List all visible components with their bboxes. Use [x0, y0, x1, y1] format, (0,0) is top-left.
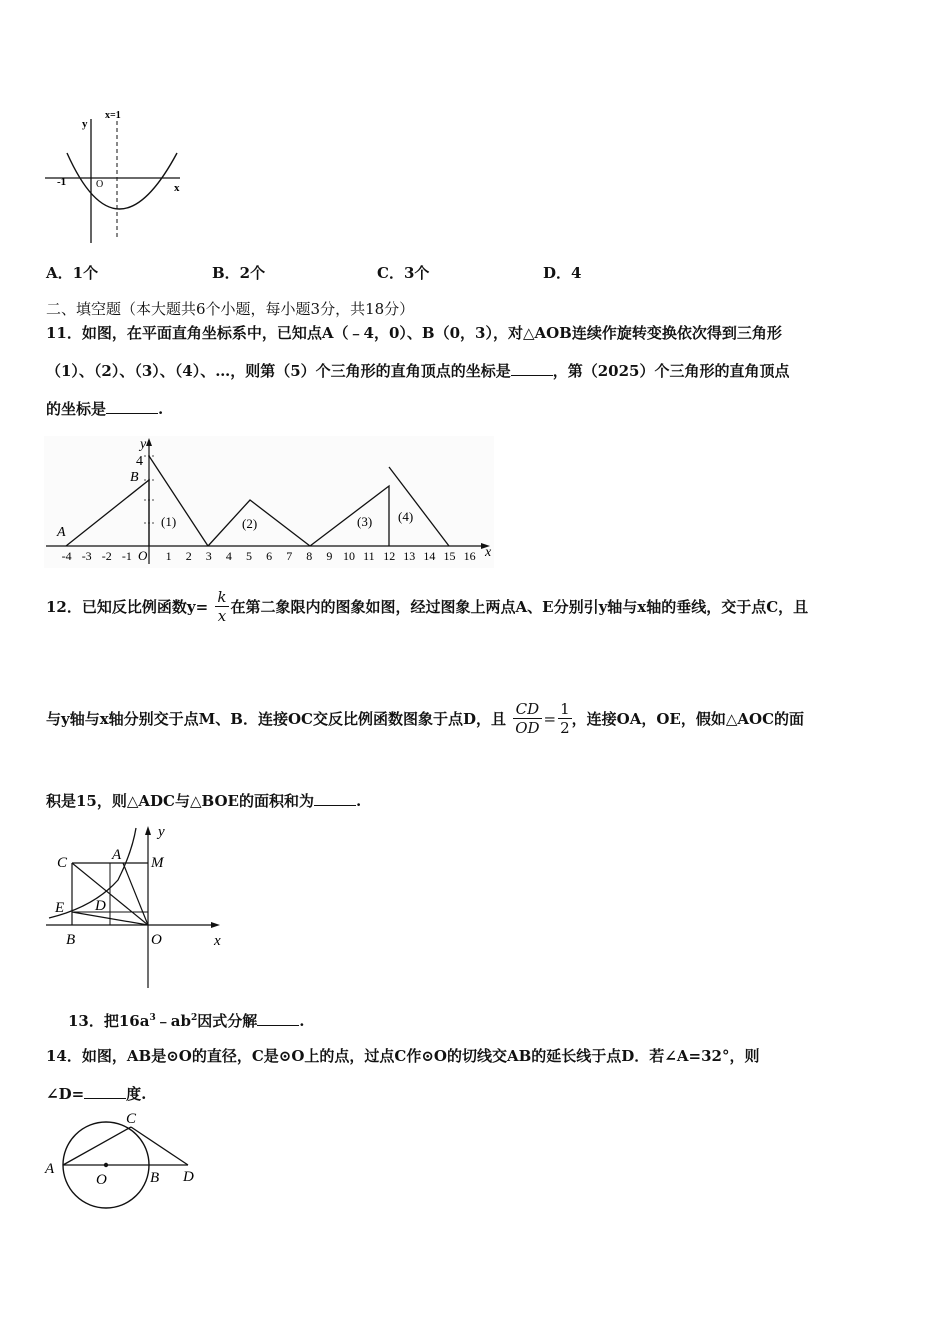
label-e: E	[55, 900, 65, 916]
label-c: C	[57, 855, 68, 871]
q12-line1b: 在第二象限内的图象如图，经过图象上两点A、E分别引y轴与x轴的垂线，交于点C，且	[230, 598, 809, 616]
fraction-cd-od	[513, 700, 541, 737]
q14-blank[interactable]	[84, 1098, 126, 1099]
label-x: x	[174, 182, 180, 194]
frac-half-num: 1	[560, 700, 570, 718]
q12-line3	[46, 790, 361, 811]
q13-mid: ﹣ab	[155, 1012, 191, 1030]
circle-tangent-figure	[40, 1106, 210, 1216]
fraction-k-over-x	[215, 588, 228, 625]
label-a: A	[57, 525, 66, 540]
label-y: y	[82, 118, 88, 130]
q13-suffix: 因式分解	[197, 1012, 258, 1030]
q13-sup-2: 2	[190, 1013, 198, 1023]
q11-line3b: .	[158, 400, 164, 418]
q11-line2	[46, 360, 789, 381]
tick-label: 6	[266, 549, 273, 563]
label-x-eq-1: x=1	[105, 110, 121, 121]
parabola-curve	[67, 153, 177, 209]
tangent-cd	[131, 1127, 188, 1165]
tick-label: 10	[343, 549, 355, 563]
q12-line2b: ，连接OA，OE，假如△AOC的面	[571, 710, 805, 728]
center-point	[104, 1163, 108, 1167]
rotation-figure	[44, 436, 494, 568]
q13-prefix: 13．把16a	[68, 1012, 150, 1030]
label-triangle-1: (1)	[161, 514, 177, 529]
section-title: 二、填空题（本大题共6个小题，每小题3分，共18分）	[46, 300, 415, 318]
label-b: B	[150, 1170, 160, 1186]
q11-line2b: ，第（2025）个三角形的直角顶点	[552, 362, 790, 380]
label-minus-1: -1	[57, 176, 67, 188]
label-triangle-3: (3)	[357, 514, 373, 529]
q13-line	[68, 1010, 304, 1031]
label-o: O	[151, 932, 162, 948]
tick-label: 14	[423, 549, 436, 563]
parabola-figure	[40, 105, 190, 245]
tick-label: 5	[246, 549, 252, 563]
label-origin: O	[96, 179, 104, 190]
label-c: C	[126, 1111, 137, 1127]
tick-label: 2	[185, 549, 192, 563]
label-4: 4	[136, 454, 143, 469]
q11-blank-2[interactable]	[106, 413, 158, 414]
label-triangle-2: (2)	[242, 516, 258, 531]
q14-line2	[46, 1083, 146, 1104]
tick-label: -3	[81, 549, 92, 563]
q11-line2a: （1）、（2）、（3）、（4）、…，则第（5）个三角形的直角顶点的坐标是	[46, 362, 511, 380]
q12-line3a: 积是15，则△ADC与△BOE的面积和为	[46, 792, 314, 810]
q14-line2b: 度.	[126, 1085, 147, 1103]
q12-line2	[46, 700, 804, 737]
q12-line3b: .	[356, 792, 362, 810]
q11-line3	[46, 398, 163, 419]
choice-c[interactable]: C．3个	[377, 264, 430, 282]
label-o: O	[96, 1172, 107, 1188]
frac-k-num: k	[217, 588, 227, 606]
label-x: x	[485, 545, 492, 560]
choice-a[interactable]: A．1个	[46, 264, 99, 282]
tick-label: 13	[403, 549, 416, 563]
tick-label: 4	[225, 549, 232, 563]
q12-line1	[46, 588, 808, 625]
q12-line2a: 与y轴与x轴分别交于点M、B．连接OC交反比例函数图象于点D，且	[46, 710, 506, 728]
chord-ac	[63, 1127, 131, 1165]
tick-label: 7	[286, 549, 293, 563]
equals-sign: =	[543, 709, 557, 728]
tick-label: 1	[165, 549, 172, 563]
label-a: A	[112, 847, 122, 863]
tick-label: 16	[463, 549, 476, 563]
frac-od: OD	[515, 719, 540, 737]
tick-label: -1	[121, 549, 132, 563]
q11-line3a: 的坐标是	[46, 400, 107, 418]
label-triangle-4: (4)	[398, 509, 414, 524]
q13-end: .	[299, 1012, 305, 1030]
frac-cd: CD	[513, 700, 541, 719]
segment-ao	[123, 863, 148, 925]
inverse-function-figure	[44, 822, 234, 992]
choice-b[interactable]: B．2个	[212, 264, 266, 282]
q14-line2a: ∠D=	[46, 1085, 85, 1103]
label-d: D	[183, 1169, 194, 1185]
q12-blank[interactable]	[314, 805, 356, 806]
label-y: y	[158, 824, 165, 840]
fraction-one-half	[558, 700, 572, 737]
tick-label: 8	[306, 549, 313, 563]
label-d: D	[95, 898, 106, 914]
label-x: x	[214, 933, 221, 949]
q13-sup-3: 3	[149, 1013, 156, 1023]
label-origin: O	[138, 548, 148, 563]
q13-blank[interactable]	[257, 1025, 299, 1026]
label-y: y	[140, 437, 147, 452]
label-a: A	[45, 1161, 55, 1177]
tick-label: 11	[363, 549, 375, 563]
tick-label: 9	[326, 549, 333, 563]
tick-label: 3	[205, 549, 212, 563]
tick-label: -4	[61, 549, 72, 563]
q11-line1: 11．如图，在平面直角坐标系中，已知点A（﹣4，0）、B（0，3），对△AOB连续作旋转变换依次得到三角形	[46, 324, 782, 342]
tick-label: -2	[101, 549, 112, 563]
label-m: M	[151, 855, 164, 871]
tick-label: 15	[443, 549, 456, 563]
frac-half-den: 2	[560, 719, 570, 737]
choice-d[interactable]: D．4	[543, 264, 582, 282]
q12-line1a: 12．已知反比例函数y=	[46, 598, 209, 616]
q11-blank-1[interactable]	[511, 375, 553, 376]
q14-line1: 14．如图，AB是⊙O的直径，C是⊙O上的点，过点C作⊙O的切线交AB的延长线于点D．若∠A=32°，则	[46, 1047, 760, 1065]
tick-label: 12	[383, 549, 396, 563]
tick-labels	[62, 548, 476, 563]
frac-k-den: x	[217, 607, 227, 625]
label-b: B	[66, 932, 76, 948]
label-b: B	[130, 470, 139, 485]
